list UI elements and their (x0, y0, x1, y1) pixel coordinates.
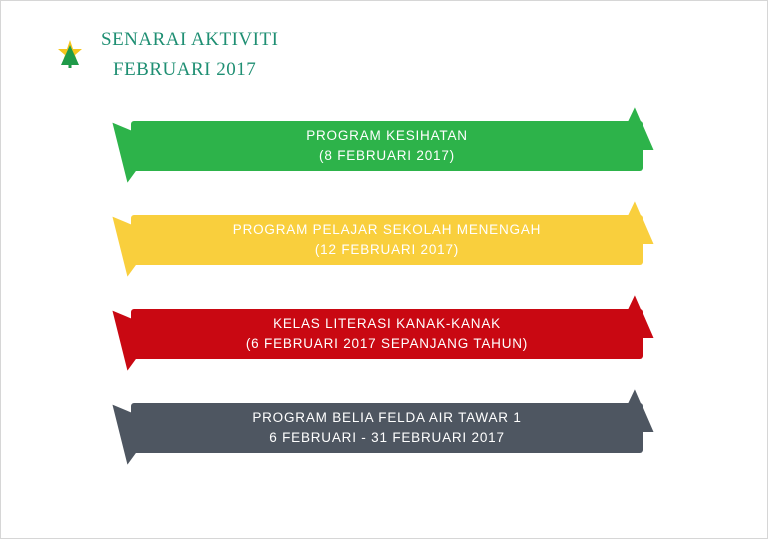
activity-date: (8 FEBRUARI 2017) (319, 148, 455, 163)
activity-band (131, 121, 643, 171)
activity-date: (6 FEBRUARI 2017 SEPANJANG TAHUN) (245, 336, 529, 351)
activity-title: KELAS LITERASI KANAK-KANAK (273, 316, 501, 331)
activity-band (131, 215, 643, 265)
activity-banner-4 (109, 387, 657, 469)
page-title (101, 25, 278, 85)
title-line-1: SENARAI AKTIVITI (101, 29, 279, 50)
activity-banner-3 (109, 293, 657, 375)
activity-title: PROGRAM PELAJAR SEKOLAH MENENGAH (232, 222, 542, 237)
activity-banner-1 (109, 105, 657, 187)
star-tree-logo-icon (57, 39, 83, 69)
activity-banner-2 (109, 199, 657, 281)
activity-band (131, 309, 643, 359)
activity-title: PROGRAM KESIHATAN (306, 128, 468, 143)
title-line-2: FEBRUARI 2017 (113, 59, 257, 80)
activity-title: PROGRAM BELIA FELDA AIR TAWAR 1 (252, 410, 522, 425)
activity-date: 6 FEBRUARI - 31 FEBRUARI 2017 (269, 430, 505, 445)
activity-band (131, 403, 643, 453)
activity-date: (12 FEBRUARI 2017) (314, 242, 460, 257)
